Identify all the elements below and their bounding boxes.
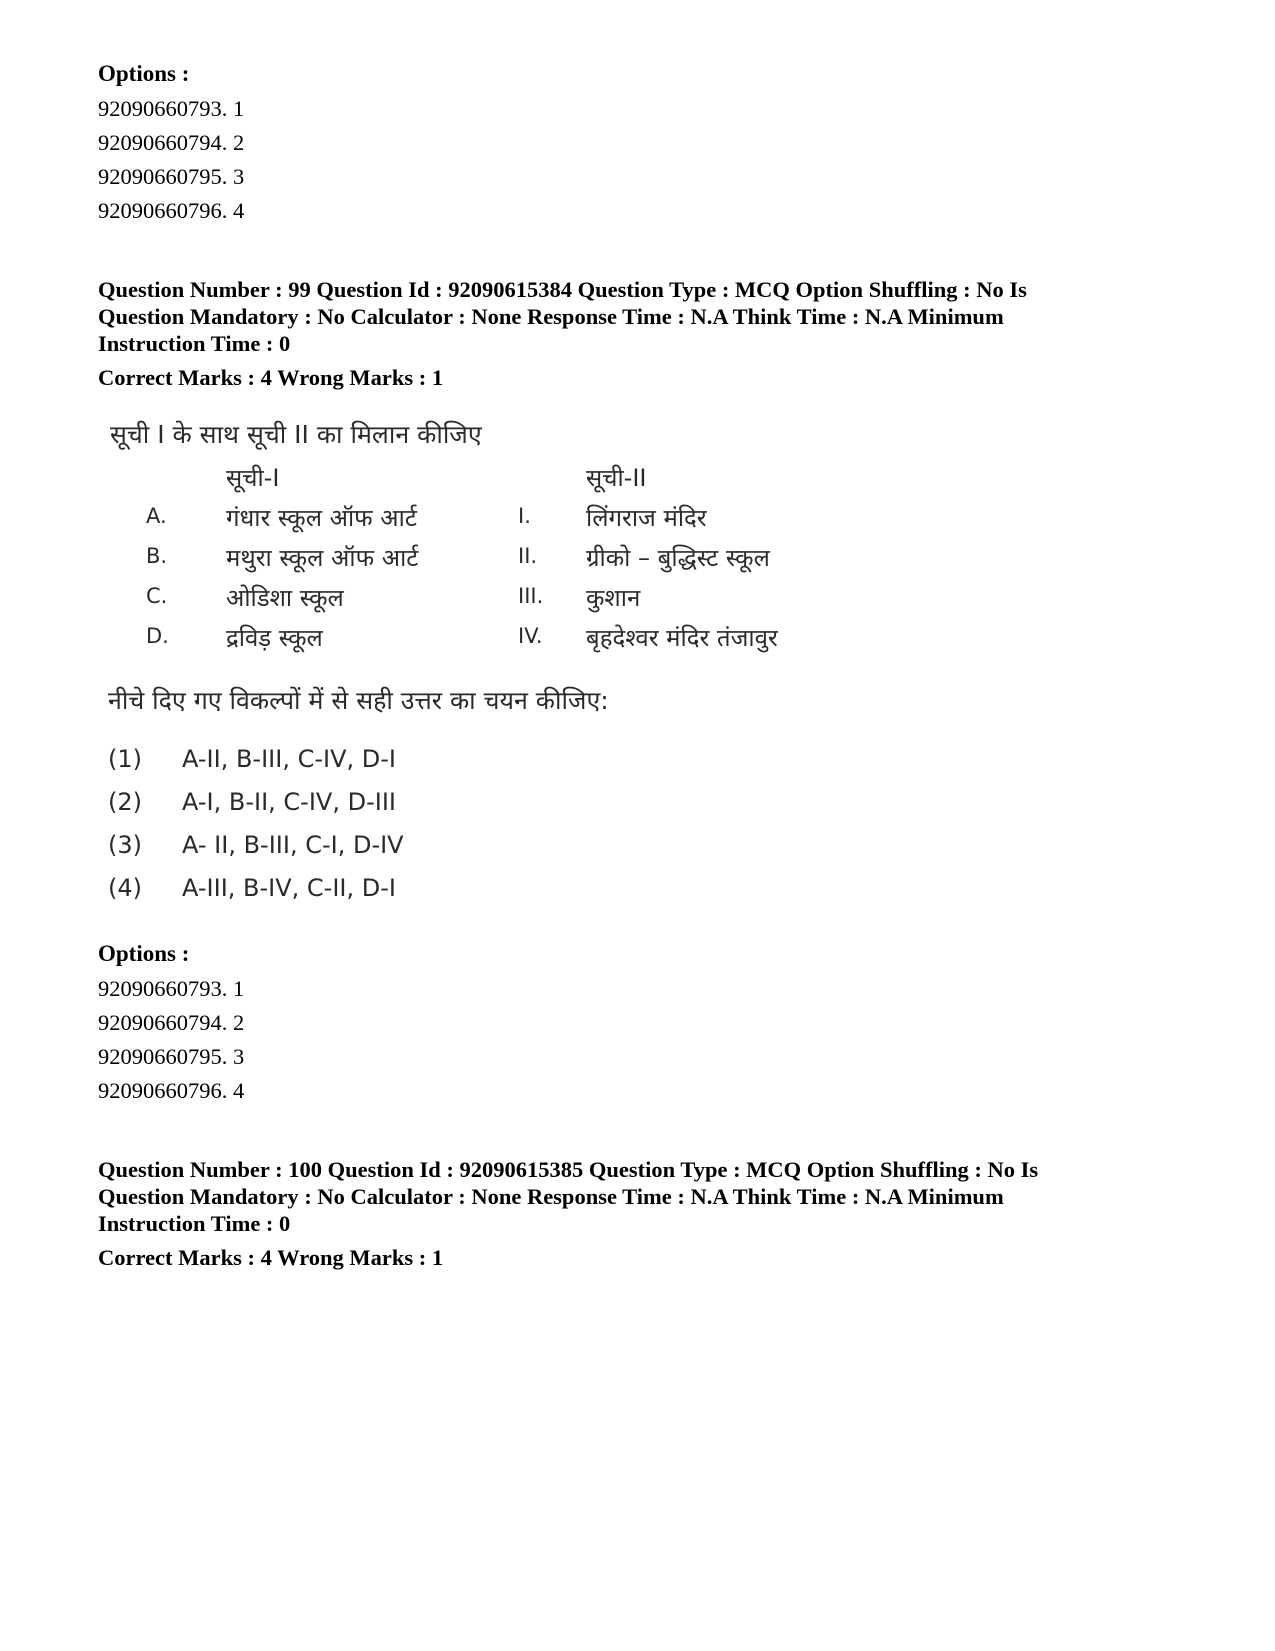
row-key: B. <box>146 544 168 568</box>
list-2-item: ग्रीको – बुद्धिस्ट स्कूल <box>586 544 770 572</box>
answer-choice <box>108 788 608 828</box>
option-item: 92090660793. 1 <box>98 976 245 1001</box>
options-label: Options : <box>98 61 190 86</box>
list-1-header: सूची-I <box>226 464 280 492</box>
match-row <box>108 541 868 579</box>
question-marks: Correct Marks : 4 Wrong Marks : 1 <box>98 1245 444 1270</box>
option-item: 92090660796. 4 <box>98 198 245 223</box>
question-meta-line: Instruction Time : 0 <box>98 331 291 356</box>
question-image <box>108 415 888 915</box>
list-1-item: गंधार स्कूल ऑफ आर्ट <box>226 504 417 532</box>
options-label: Options : <box>98 941 190 966</box>
row-num: III. <box>518 584 544 608</box>
list-1-item: द्रविड़ स्कूल <box>226 624 323 652</box>
list-1-item: मथुरा स्कूल ऑफ आर्ट <box>226 544 419 572</box>
choice-text: A-III, B-IV, C-II, D-I <box>182 874 396 902</box>
option-item: 92090660795. 3 <box>98 164 245 189</box>
match-row <box>108 621 868 659</box>
choice-text: A-I, B-II, C-IV, D-III <box>182 788 396 816</box>
question-meta-line: Instruction Time : 0 <box>98 1211 291 1236</box>
choice-number: (1) <box>108 745 142 773</box>
choice-number: (3) <box>108 831 142 859</box>
choice-text: A-II, B-III, C-IV, D-I <box>182 745 396 773</box>
question-marks: Correct Marks : 4 Wrong Marks : 1 <box>98 365 444 390</box>
answer-choice <box>108 831 608 871</box>
option-item: 92090660793. 1 <box>98 96 245 121</box>
question-meta-line: Question Mandatory : No Calculator : None Response Time : N.A Think Time : N.A Minimum <box>98 1184 1004 1209</box>
list-1-item: ओडिशा स्कूल <box>226 584 344 612</box>
option-item: 92090660794. 2 <box>98 1010 245 1035</box>
list-2-item: कुशान <box>586 584 641 612</box>
answer-choice <box>108 874 608 914</box>
answer-prompt: नीचे दिए गए विकल्पों में से सही उत्तर का चयन कीजिए: <box>108 686 609 715</box>
question-instruction: सूची I के साथ सूची II का मिलान कीजिए <box>110 420 482 449</box>
match-row <box>108 581 868 619</box>
question-meta-line: Question Mandatory : No Calculator : None Response Time : N.A Think Time : N.A Minimum <box>98 304 1004 329</box>
question-meta-line: Question Number : 100 Question Id : 92090615385 Question Type : MCQ Option Shuffling : No Is <box>98 1157 1039 1182</box>
choice-text: A- II, B-III, C-I, D-IV <box>182 831 404 859</box>
choice-number: (2) <box>108 788 142 816</box>
row-num: II. <box>518 544 538 568</box>
row-key: A. <box>146 504 167 528</box>
question-meta-line: Question Number : 99 Question Id : 92090615384 Question Type : MCQ Option Shuffling : No Is <box>98 277 1027 302</box>
match-row <box>108 501 868 539</box>
option-item: 92090660795. 3 <box>98 1044 245 1069</box>
row-num: I. <box>518 504 531 528</box>
option-item: 92090660794. 2 <box>98 130 245 155</box>
row-key: C. <box>146 584 168 608</box>
list-2-item: बृहदेश्वर मंदिर तंजावुर <box>586 624 778 652</box>
list-2-header: सूची-II <box>586 464 647 492</box>
option-item: 92090660796. 4 <box>98 1078 245 1103</box>
choice-number: (4) <box>108 874 142 902</box>
answer-choice <box>108 745 608 785</box>
row-key: D. <box>146 624 169 648</box>
row-num: IV. <box>518 624 543 648</box>
list-2-item: लिंगराज मंदिर <box>586 504 707 532</box>
